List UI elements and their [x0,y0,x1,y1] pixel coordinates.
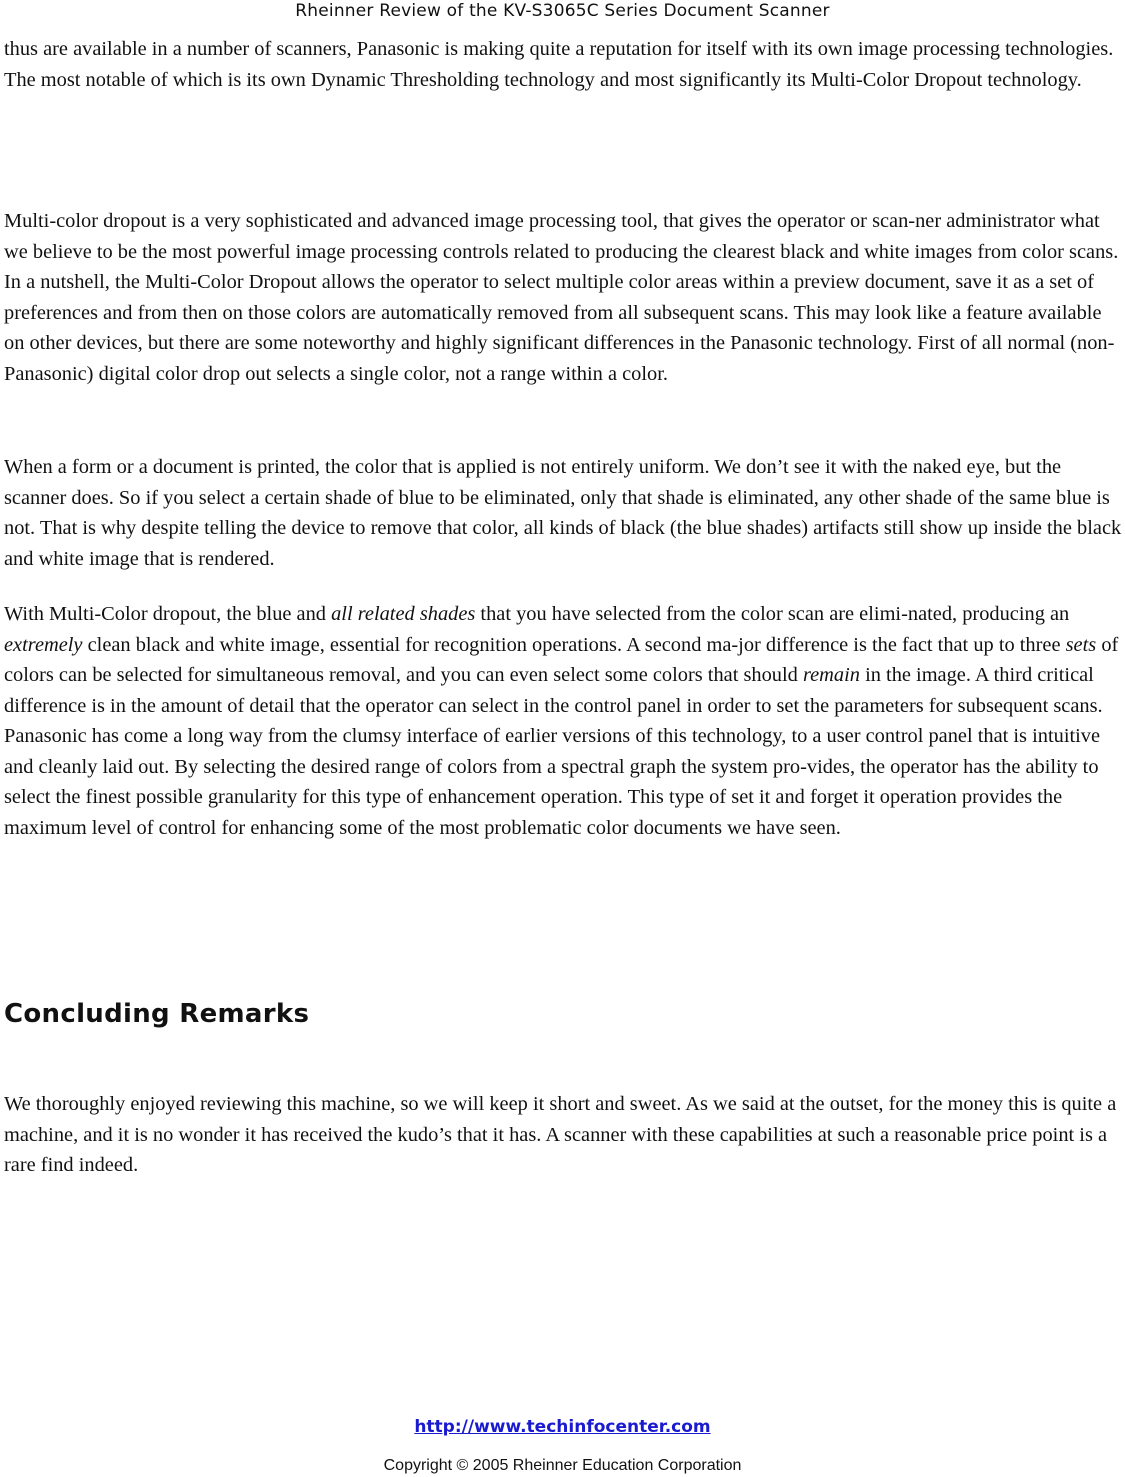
website-link[interactable]: http://www.techinfocenter.com [414,1417,711,1437]
paragraph-color-uniformity: When a form or a document is printed, the color that is applied is not entirely uniform. We don’t see it with the naked eye, but the scanner does. So if you select a certain shade of blue to be eliminated, only that shade is eliminated, any other shade of the same blue is not. That is why despite telling the device to remove that color, all kinds of black (the blue shades) artifacts still show up inside the black and white image that is rendered. [4,456,1122,570]
emphasis-sets: sets [1065,633,1097,656]
emphasis-all-related-shades: all related shades [331,603,476,625]
text-run: With Multi-Color dropout, the blue and [4,603,332,625]
paragraph-conclusion: We thoroughly enjoyed reviewing this machine, so we will keep it short and sweet. As we said at the outset, for the money this is quite a machine, and it is no wonder it has received the kudo’s that it has. A scanner with these capabilities at such a reasonable price point is a rare find indeed. [4,1093,1117,1176]
emphasis-remain: remain [802,664,860,686]
text-run: of colors can be selected for simultaneous removal, and you can even select some colors that should [4,633,1119,686]
footer-link-container [0,1415,1125,1439]
section-heading-concluding-remarks: Concluding Remarks [4,999,310,1029]
paragraph-intro: thus are available in a number of scanners, Panasonic is making quite a reputation for itself with its own image processing technologies. The most notable of which is its own Dynamic Thresholding technology and most significantly its Multi-Color Dropout technology. [4,38,1114,91]
text-run: clean black and white image, essential for recognition operations. A second ma-jor difference is the fact that up to three [82,633,1066,656]
paragraph-multicolor-dropout: Multi-color dropout is a very sophisticated and advanced image processing tool, that gives the operator or scan-ner administrator what we believe to be the most powerful image processing controls related to producing the clearest black and white images from color scans. In a nutshell, the Multi-Color Dropout allows the operator to select multiple color areas within a preview document, save it as a set of preferences and from then on those colors are automatically removed from all subsequent scans. This may look like a feature available on other devices, but there are some noteworthy and highly significant differences in the Panasonic technology. First of all normal (non-Panasonic) digital color drop out selects a single color, not a range within a color. [4,210,1119,385]
text-run: in the image. A third critical difference is in the amount of detail that the operator can select in the control panel in order to set the parameters for subsequent scans. Panasonic has come a long way from the clumsy interface of earlier versions of this technology, to a user control panel that is intuitive and cleanly laid out. By selecting the desired range of colors from a spectral graph the system pro-vides, the operator has the ability to select the finest possible granularity for this type of enhancement operation. This type of set it and forget it operation provides the maximum level of control for enhancing some of the most problematic color documents we have seen. [4,664,1103,839]
emphasis-extremely: extremely [4,633,83,656]
paragraph-multicolor-benefits [4,599,1125,843]
copyright-notice: Copyright © 2005 Rheinner Education Corporation [383,1457,742,1474]
running-header: Rheinner Review of the KV-S3065C Series Document Scanner [295,1,830,21]
text-run: that you have selected from the color scan are elimi-nated, producing an [475,603,1070,625]
